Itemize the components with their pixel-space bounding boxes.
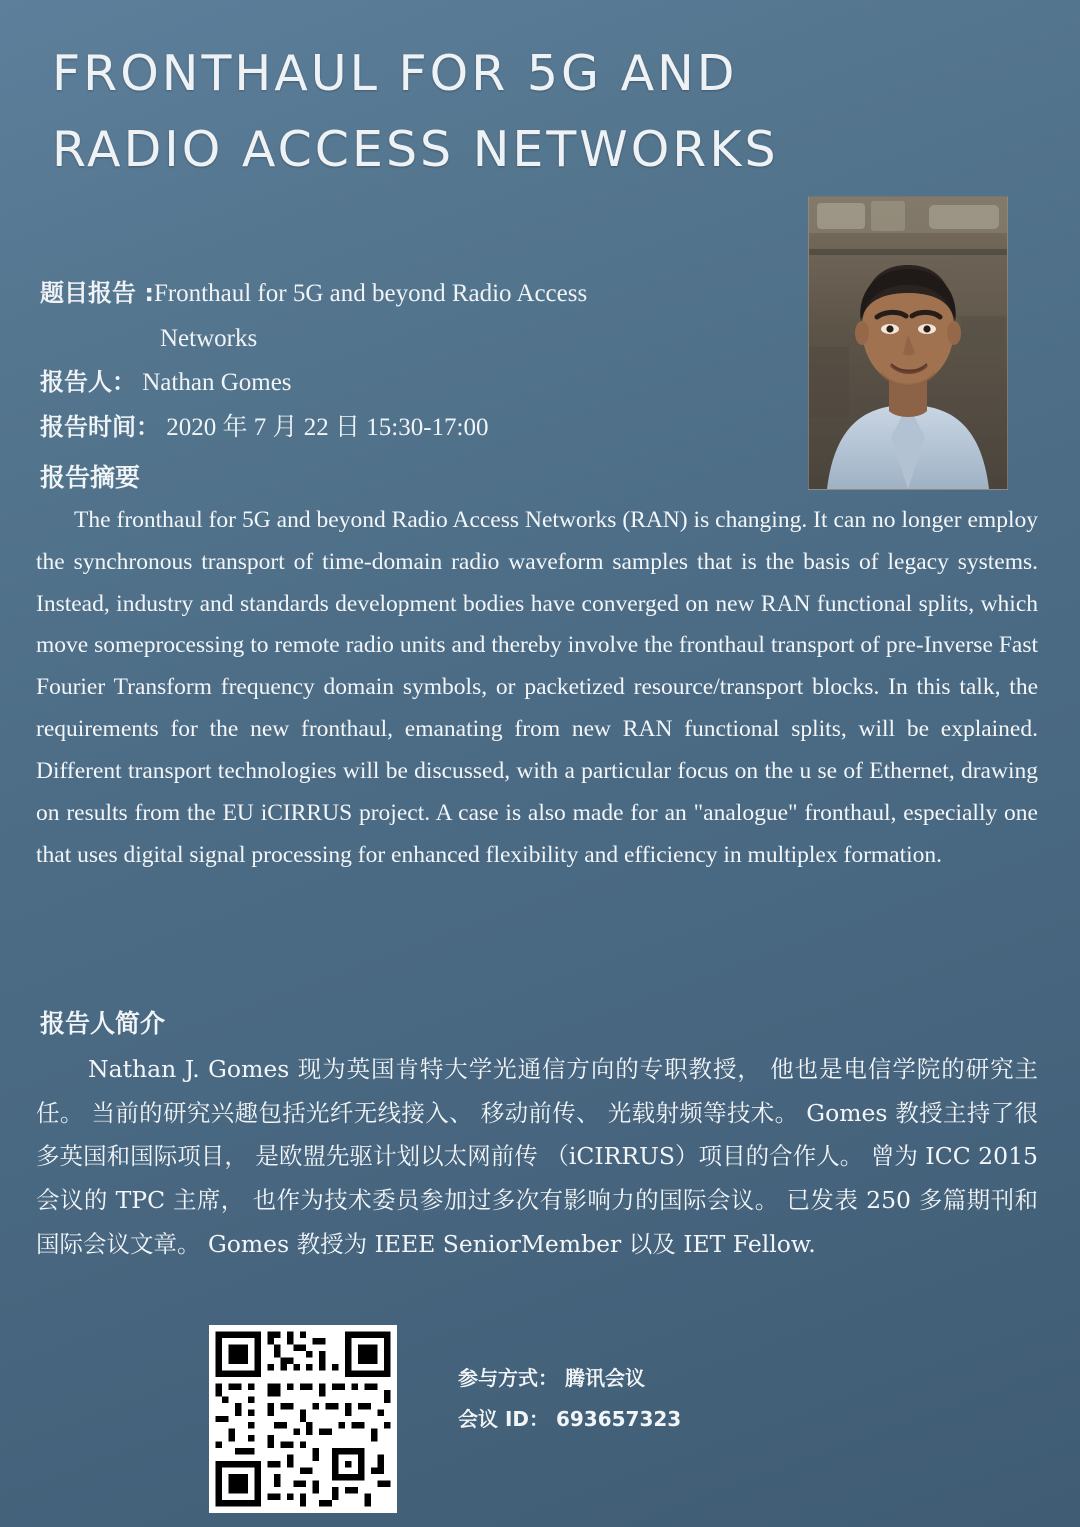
time-value: 2020 年 7 月 22 日 15:30-17:00: [166, 413, 489, 441]
talk-title-row-2: [40, 317, 780, 362]
talk-label: 题目报告 :: [40, 279, 154, 307]
time-label: 报告时间：: [40, 412, 160, 441]
portrait-photo-illustration: [809, 197, 1007, 489]
speaker-portrait: [808, 196, 1008, 490]
speaker-name: Nathan Gomes: [142, 369, 292, 396]
title-line-1: FRONTHAUL FOR 5G AND: [52, 45, 738, 102]
join-info: [458, 1358, 681, 1440]
poster-title: [52, 36, 952, 188]
bio-text: Nathan J. Gomes 现为英国肯特大学光通信方向的专职教授， 他也是电信学院的研究主任。 当前的研究兴趣包括光纤无线接入、 移动前传、 光载射频等技术。 Gomes 教授主持了很多英国和国际项目， 是欧盟先驱计划以太网前传 （iCIRRUS）项目的合作人。 曾为 ICC 2015 会议的 TPC 主席， 也作为技术委员参加过多次有影响力的国际会议。 已发表 250 多篇期刊和国际会议文章。 Gomes 教授为 IEEE SeniorMember 以及 IET Fellow.: [36, 1055, 1038, 1258]
qr-code[interactable]: [209, 1325, 397, 1513]
abstract-text: The fronthaul for 5G and beyond Radio Access Networks (RAN) is changing. It can no longer employ the synchronous transport of time-domain radio waveform samples that is the basis of legacy systems. Instead, industry and standards development bodies have converged on new RAN functional splits, which move someprocessing to remote radio units and thereby involve the fronthaul transport of pre-Inverse Fast Fourier Transform frequency domain symbols, or packetized resource/transport blocks. In this talk, the requirements for the new fronthaul, emanating from new RAN functional splits, will be explained. Different transport technologies will be discussed, with a particular focus on the u se of Ethernet, drawing on results from the EU iCIRRUS project. A case is also made for an "analogue" fronthaul, especially one that uses digital signal processing for enhanced flexibility and efficiency in multiplex formation.: [36, 507, 1038, 868]
talk-meta: [40, 272, 780, 450]
time-row: [40, 406, 780, 451]
talk-title-line-2: Networks: [160, 324, 258, 352]
abstract-heading: 报告摘要: [40, 463, 141, 492]
speaker-label: 报告人：: [40, 368, 136, 396]
talk-title-line-1: Fronthaul for 5G and beyond Radio Access: [153, 280, 588, 307]
talk-title-row: [40, 272, 780, 317]
title-line-2: RADIO ACCESS NETWORKS: [52, 120, 779, 178]
speaker-row: [40, 361, 780, 406]
join-method: 参与方式： 腾讯会议: [458, 1366, 645, 1390]
qr-code-icon: [209, 1325, 397, 1513]
meeting-id: 会议 ID： 693657323: [458, 1407, 682, 1431]
bio-heading: 报告人简介: [40, 1009, 166, 1038]
